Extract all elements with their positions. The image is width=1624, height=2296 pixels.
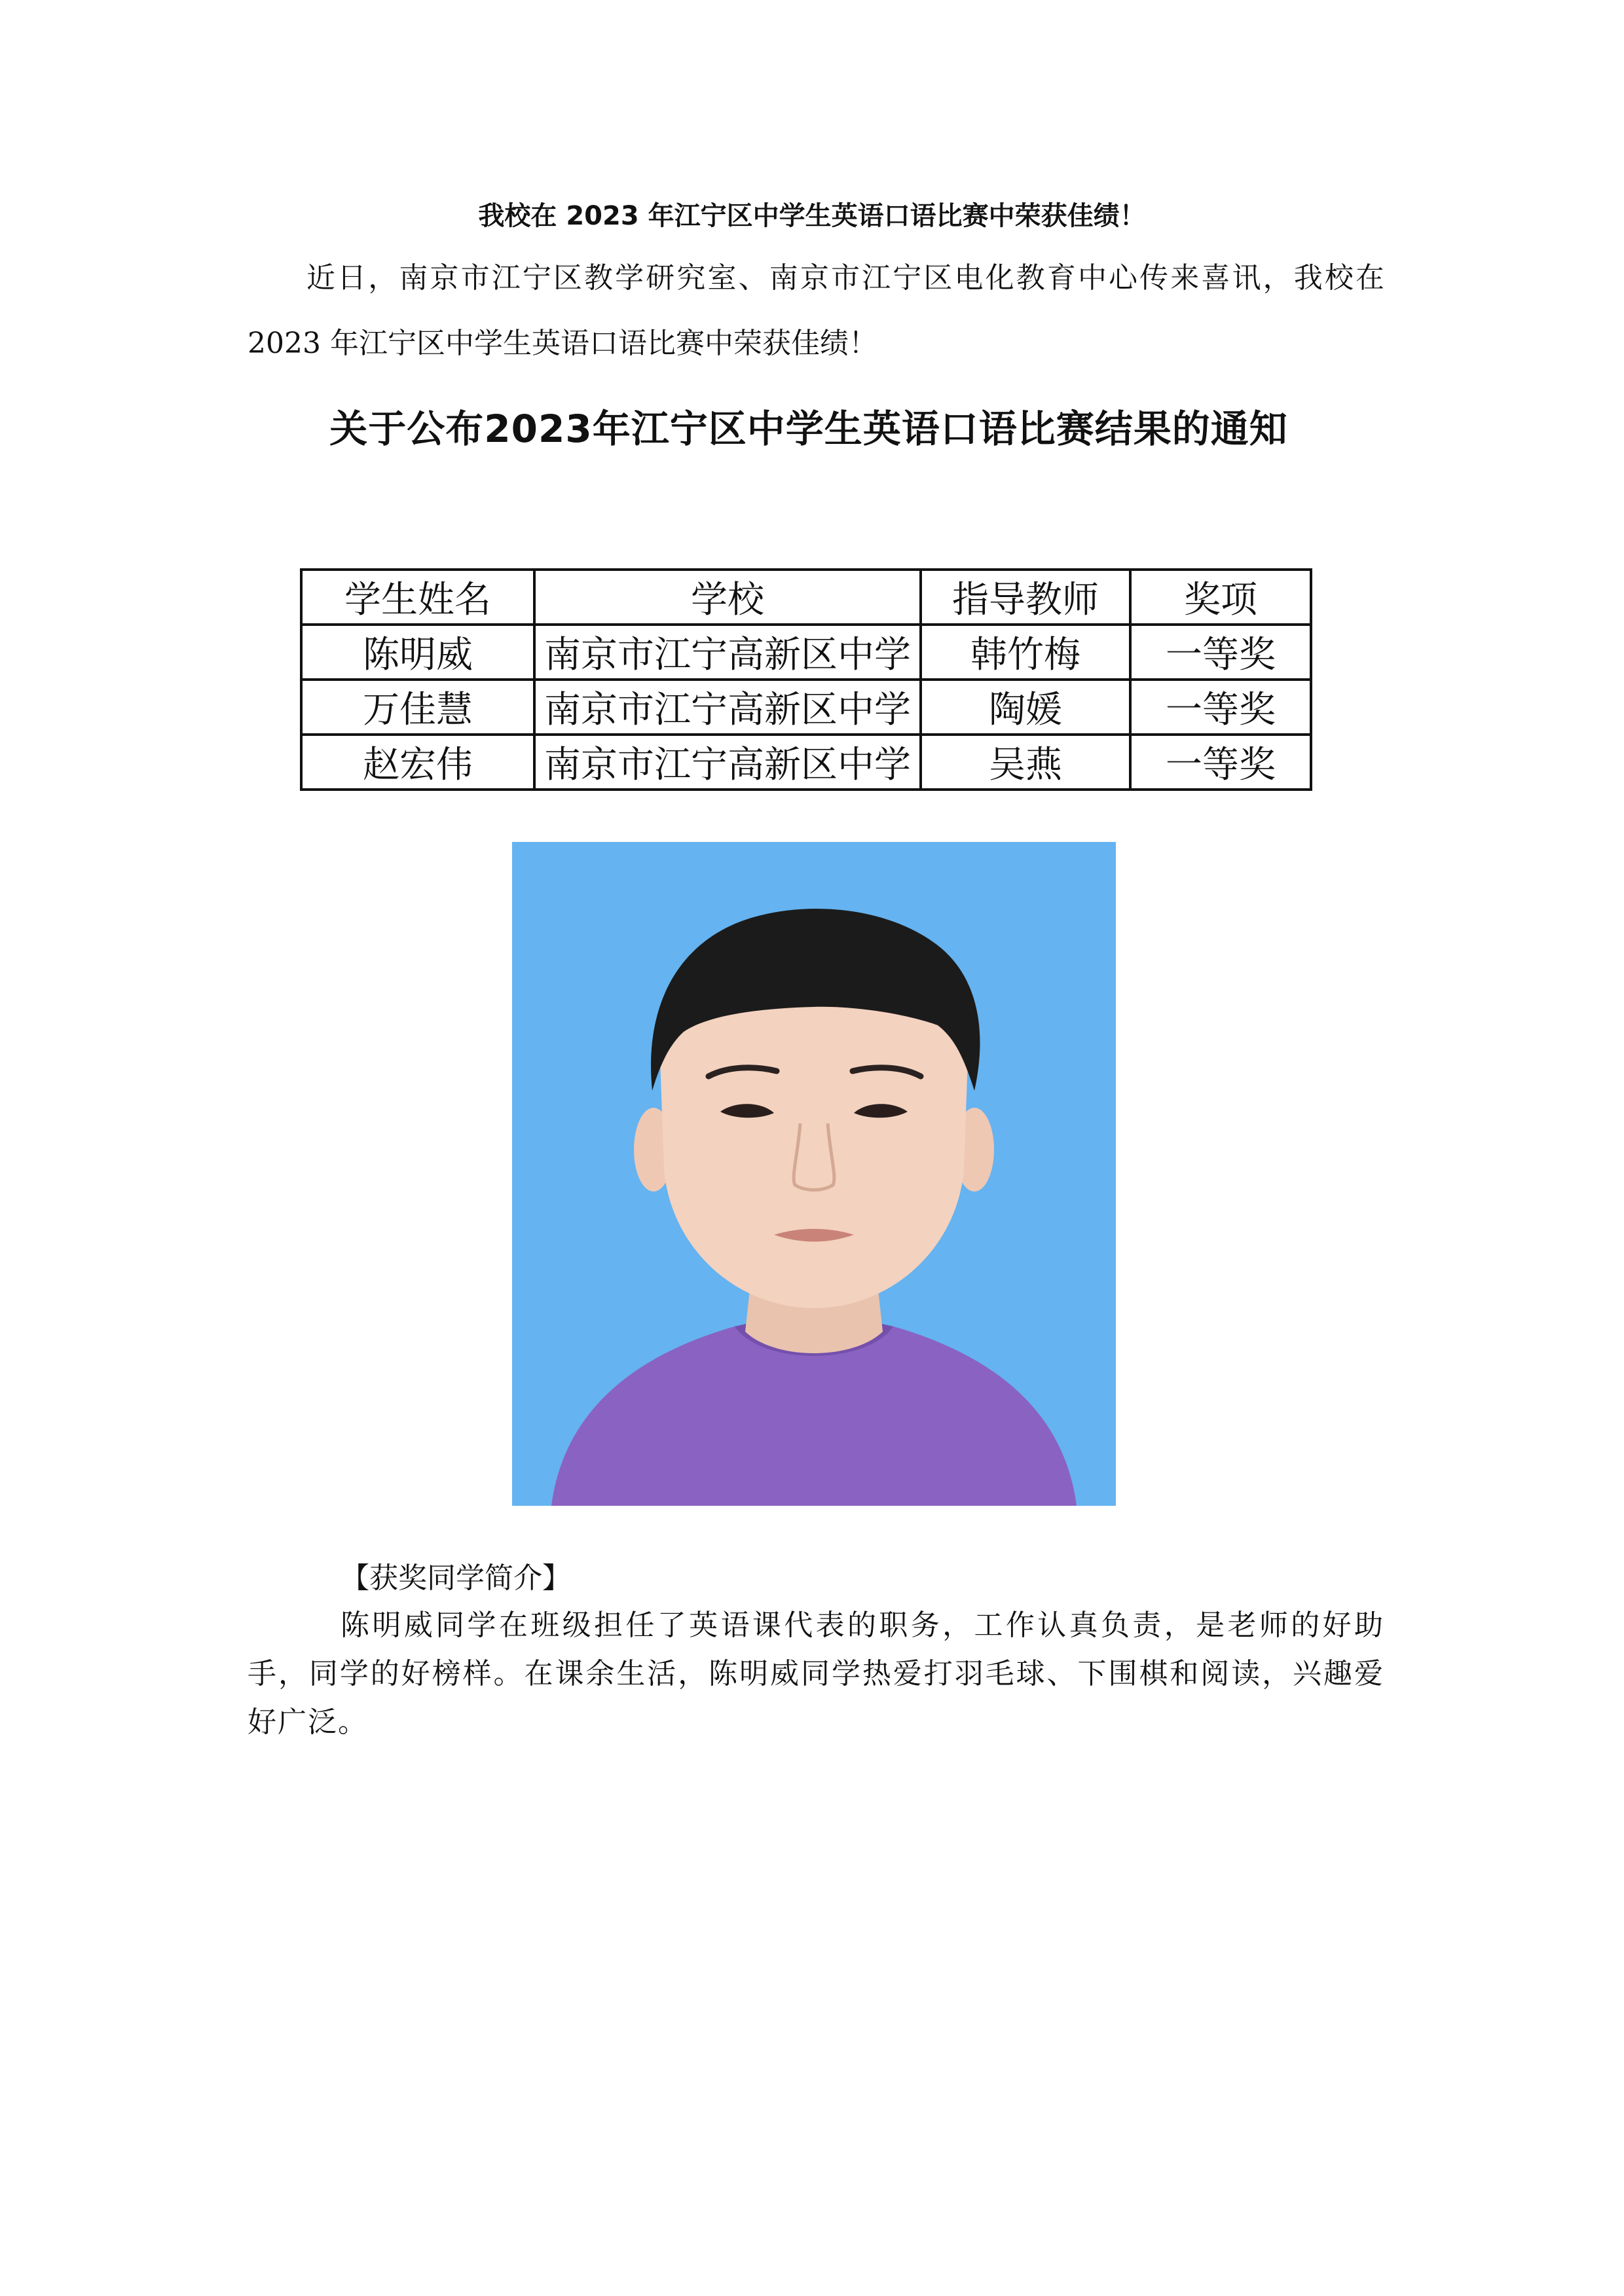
table-row [301, 625, 1311, 680]
header-school: 学校 [534, 570, 921, 625]
cell-award: 一等奖 [1130, 735, 1311, 790]
cell-student-name: 赵宏伟 [301, 735, 534, 790]
cell-award: 一等奖 [1130, 625, 1311, 680]
notice-title: 关于公布2023年江宁区中学生英语口语比赛结果的通知 [329, 407, 1288, 451]
header-award: 奖项 [1130, 570, 1311, 625]
cell-student-name: 万佳慧 [301, 680, 534, 735]
cell-teacher: 韩竹梅 [921, 625, 1130, 680]
cell-school: 南京市江宁高新区中学 [534, 735, 921, 790]
student-portrait-photo [512, 842, 1116, 1506]
profile-paragraph: 陈明威同学在班级担任了英语课代表的职务，工作认真负责，是老师的好助手，同学的好榜样。在课余生活，陈明威同学热爱打羽毛球、下围棋和阅读，兴趣爱好广泛。 [248, 1609, 1384, 1739]
profile-heading: 【获奖同学简介】 [341, 1561, 571, 1595]
table-row [301, 735, 1311, 790]
table-row [301, 680, 1311, 735]
cell-student-name: 陈明威 [301, 625, 534, 680]
table-header-row [301, 570, 1311, 625]
cell-teacher: 陶媛 [921, 680, 1130, 735]
cell-award: 一等奖 [1130, 680, 1311, 735]
header-teacher: 指导教师 [921, 570, 1130, 625]
header-student-name: 学生姓名 [301, 570, 534, 625]
article-title: 我校在 2023 年江宁区中学生英语口语比赛中荣获佳绩！ [478, 201, 1146, 231]
intro-paragraph: 近日，南京市江宁区教学研究室、南京市江宁区电化教育中心传来喜讯，我校在 2023 年江宁区中学生英语口语比赛中荣获佳绩！ [248, 261, 1384, 360]
cell-teacher: 吴燕 [921, 735, 1130, 790]
cell-school: 南京市江宁高新区中学 [534, 625, 921, 680]
results-table [300, 568, 1312, 791]
cell-school: 南京市江宁高新区中学 [534, 680, 921, 735]
